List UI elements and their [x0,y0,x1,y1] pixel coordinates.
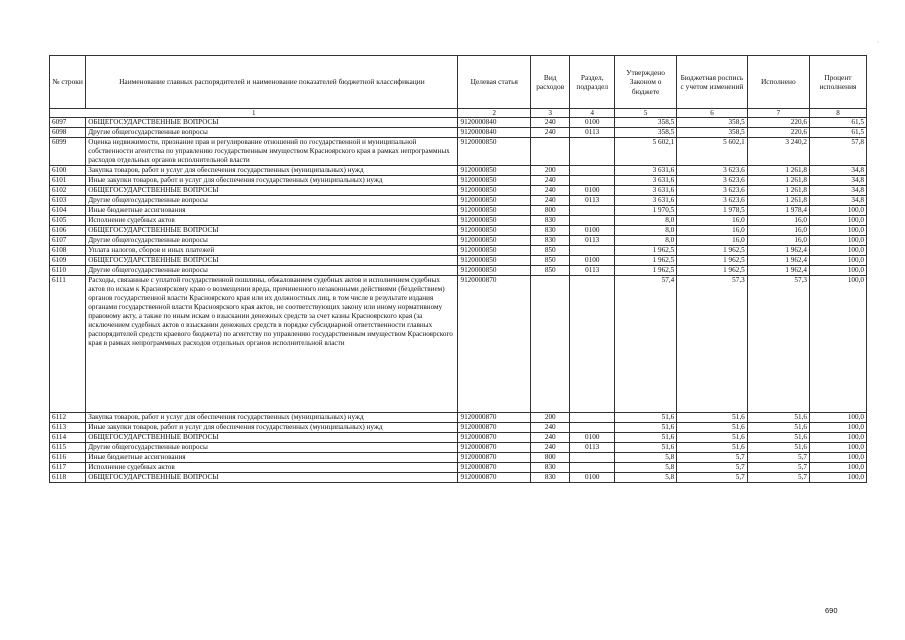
column-number-7: 7 [747,109,809,118]
cell-target-article: 9120000850 [458,186,531,196]
cell-executed: 1 261,8 [747,186,809,196]
cell-budget-schedule: 5,7 [677,453,748,463]
cell-budget-schedule: 16,0 [677,216,748,226]
header-expense-type: Вид расходов [531,56,570,109]
cell-name: ОБЩЕГОСУДАРСТВЕННЫЕ ВОПРОСЫ [86,226,458,236]
cell-percent: 100,0 [809,256,866,266]
table-row [50,246,867,256]
cell-percent: 100,0 [809,236,866,246]
cell-approved: 3 631,6 [615,186,677,196]
cell-section: 0100 [570,256,615,266]
cell-target-article: 9120000870 [458,443,531,453]
cell-approved: 51,6 [615,413,677,423]
table-row [50,118,867,128]
cell-approved: 5,8 [615,473,677,483]
table-row [50,276,867,413]
cell-percent: 100,0 [809,423,866,433]
cell-target-article: 9120000870 [458,413,531,423]
table-row [50,206,867,216]
cell-approved: 358,5 [615,128,677,138]
cell-name: Расходы, связанные с уплатой государственной пошлины, обжалованием судебных актов и исполнением судебных актов по искам к Красноярскому краю о возмещении вреда, причиненного незаконными действиями (бездействием) органов государственной власти Красноярского края или их должностных лиц, в том числе в результате издания органами государственной власти Красноярского края актов, не соответствующих закону или иному нормативному правовому акту, а также по иным искам о взыскании денежных средств за счет казны Красноярского края (за исключением судебных актов о взыскании денежных средств в порядке субсидиарной ответственности главных распорядителей средств краевого бюджета) по агентству по управлению государственным имуществом Красноярского края в рамках непрограммных расходов отдельных органов исполнительной власти [86,276,458,413]
cell-budget-schedule: 51,6 [677,413,748,423]
cell-row-number: 6116 [50,453,86,463]
cell-budget-schedule: 3 623,6 [677,196,748,206]
cell-row-number: 6115 [50,443,86,453]
cell-percent: 100,0 [809,463,866,473]
table-row [50,473,867,483]
cell-name: Закупка товаров, работ и услуг для обеспечения государственных (муниципальных) нужд [86,413,458,423]
table-row [50,433,867,443]
cell-approved: 51,6 [615,443,677,453]
cell-row-number: 6111 [50,276,86,413]
cell-row-number: 6118 [50,473,86,483]
cell-executed: 1 261,8 [747,166,809,176]
cell-name: Иные закупки товаров, работ и услуг для обеспечения государственных (муниципальных) нужд [86,176,458,186]
header-executed: Исполнено [747,56,809,109]
cell-percent: 61,5 [809,128,866,138]
cell-executed: 1 962,4 [747,256,809,266]
cell-executed: 51,6 [747,423,809,433]
header-budget-schedule: Бюджетная роспись с учетом изменений [677,56,748,109]
cell-budget-schedule: 1 962,5 [677,246,748,256]
cell-target-article: 9120000840 [458,128,531,138]
cell-percent: 100,0 [809,266,866,276]
cell-name: Оценка недвижимости, признание прав и регулирование отношений по государственной и муниципальной собственности агентства по управлению государственным имуществом Красноярского края в рамках непрограммных расходов отдельных органов исполнительной власти [86,138,458,166]
cell-name: Уплата налогов, сборов и иных платежей [86,246,458,256]
cell-row-number: 6104 [50,206,86,216]
header-section: Раздел, подраздел [570,56,615,109]
cell-budget-schedule: 3 623,6 [677,166,748,176]
cell-name: Другие общегосударственные вопросы [86,443,458,453]
budget-report-sheet [49,55,867,483]
cell-percent: 57,8 [809,138,866,166]
cell-section [570,138,615,166]
cell-approved: 3 631,6 [615,166,677,176]
cell-row-number: 6099 [50,138,86,166]
cell-name: Другие общегосударственные вопросы [86,266,458,276]
cell-expense-type: 850 [531,266,570,276]
cell-percent: 34,8 [809,196,866,206]
cell-executed: 5,7 [747,453,809,463]
table-row [50,443,867,453]
cell-row-number: 6100 [50,166,86,176]
cell-row-number: 6110 [50,266,86,276]
cell-budget-schedule: 51,6 [677,433,748,443]
cell-expense-type: 200 [531,413,570,423]
cell-section [570,463,615,473]
cell-expense-type: 240 [531,186,570,196]
cell-target-article: 9120000870 [458,453,531,463]
cell-approved: 5,8 [615,453,677,463]
cell-target-article: 9120000850 [458,226,531,236]
cell-executed: 1 261,8 [747,176,809,186]
table-row [50,256,867,266]
cell-expense-type: 240 [531,128,570,138]
cell-percent: 100,0 [809,246,866,256]
column-number-2: 2 [458,109,531,118]
table-row [50,236,867,246]
cell-target-article: 9120000870 [458,276,531,413]
column-number-1: 1 [50,109,458,118]
table-row [50,226,867,236]
header-row-number: № строки [50,56,86,109]
cell-section: 0100 [570,186,615,196]
scan-speck: · [877,40,879,46]
cell-approved: 8,0 [615,216,677,226]
cell-approved: 5,8 [615,463,677,473]
cell-percent: 100,0 [809,443,866,453]
cell-target-article: 9120000840 [458,118,531,128]
cell-approved: 51,6 [615,423,677,433]
table-body [50,118,867,483]
cell-approved: 3 631,6 [615,176,677,186]
cell-executed: 3 240,2 [747,138,809,166]
cell-approved: 8,0 [615,226,677,236]
budget-table [49,55,867,483]
cell-approved: 57,4 [615,276,677,413]
cell-percent: 100,0 [809,216,866,226]
cell-row-number: 6114 [50,433,86,443]
column-number-6: 6 [677,109,748,118]
cell-expense-type: 240 [531,433,570,443]
cell-target-article: 9120000850 [458,176,531,186]
cell-executed: 220,6 [747,118,809,128]
column-number-8: 8 [809,109,866,118]
cell-name: Иные закупки товаров, работ и услуг для обеспечения государственных (муниципальных) нужд [86,423,458,433]
cell-executed: 220,6 [747,128,809,138]
cell-expense-type [531,276,570,413]
cell-budget-schedule: 5,7 [677,463,748,473]
table-row [50,186,867,196]
cell-target-article: 9120000850 [458,206,531,216]
cell-expense-type [531,138,570,166]
cell-budget-schedule: 1 962,5 [677,256,748,266]
cell-name: Иные бюджетные ассигнования [86,453,458,463]
cell-expense-type: 830 [531,226,570,236]
cell-section: 0100 [570,473,615,483]
cell-executed: 1 978,4 [747,206,809,216]
cell-percent: 100,0 [809,453,866,463]
cell-section: 0100 [570,226,615,236]
cell-section [570,176,615,186]
cell-approved: 51,6 [615,433,677,443]
cell-executed: 51,6 [747,443,809,453]
cell-expense-type: 850 [531,246,570,256]
table-row [50,138,867,166]
cell-percent: 100,0 [809,433,866,443]
table-row [50,216,867,226]
cell-percent: 61,5 [809,118,866,128]
cell-expense-type: 240 [531,196,570,206]
cell-name: ОБЩЕГОСУДАРСТВЕННЫЕ ВОПРОСЫ [86,473,458,483]
cell-section [570,166,615,176]
cell-target-article: 9120000870 [458,433,531,443]
cell-target-article: 9120000850 [458,196,531,206]
cell-name: Другие общегосударственные вопросы [86,128,458,138]
cell-expense-type: 240 [531,176,570,186]
column-number-4: 4 [570,109,615,118]
cell-row-number: 6101 [50,176,86,186]
cell-budget-schedule: 51,6 [677,423,748,433]
cell-budget-schedule: 3 623,6 [677,186,748,196]
cell-row-number: 6103 [50,196,86,206]
cell-budget-schedule: 1 978,5 [677,206,748,216]
cell-row-number: 6106 [50,226,86,236]
cell-approved: 5 602,1 [615,138,677,166]
cell-expense-type: 830 [531,216,570,226]
cell-row-number: 6112 [50,413,86,423]
cell-approved: 8,0 [615,236,677,246]
cell-expense-type: 240 [531,423,570,433]
cell-approved: 3 631,6 [615,196,677,206]
cell-target-article: 9120000870 [458,473,531,483]
cell-percent: 34,8 [809,176,866,186]
header-name: Наименование главных распорядителей и наименование показателей бюджетной классификации [86,56,458,109]
cell-section [570,276,615,413]
cell-expense-type: 800 [531,206,570,216]
cell-target-article: 9120000850 [458,138,531,166]
cell-name: ОБЩЕГОСУДАРСТВЕННЫЕ ВОПРОСЫ [86,256,458,266]
cell-target-article: 9120000870 [458,463,531,473]
cell-budget-schedule: 358,5 [677,128,748,138]
cell-expense-type: 240 [531,118,570,128]
table-row [50,176,867,186]
cell-name: Закупка товаров, работ и услуг для обеспечения государственных (муниципальных) нужд [86,166,458,176]
cell-row-number: 6117 [50,463,86,473]
cell-budget-schedule: 5,7 [677,473,748,483]
cell-row-number: 6102 [50,186,86,196]
cell-budget-schedule: 3 623,6 [677,176,748,186]
cell-section: 0113 [570,196,615,206]
cell-section [570,413,615,423]
cell-budget-schedule: 5 602,1 [677,138,748,166]
column-number-3: 3 [531,109,570,118]
cell-name: ОБЩЕГОСУДАРСТВЕННЫЕ ВОПРОСЫ [86,186,458,196]
header-target-article: Целевая статья [458,56,531,109]
cell-section: 0100 [570,118,615,128]
cell-approved: 1 970,5 [615,206,677,216]
table-row [50,413,867,423]
cell-executed: 1 962,4 [747,266,809,276]
cell-name: Исполнение судебных актов [86,216,458,226]
table-row [50,453,867,463]
table-row [50,463,867,473]
cell-name: Исполнение судебных актов [86,463,458,473]
cell-budget-schedule: 16,0 [677,226,748,236]
cell-executed: 57,3 [747,276,809,413]
cell-expense-type: 240 [531,443,570,453]
cell-percent: 100,0 [809,473,866,483]
cell-section [570,423,615,433]
cell-section: 0113 [570,266,615,276]
cell-section: 0100 [570,433,615,443]
column-number-5: 5 [615,109,677,118]
cell-expense-type: 200 [531,166,570,176]
cell-row-number: 6113 [50,423,86,433]
cell-executed: 16,0 [747,216,809,226]
cell-name: ОБЩЕГОСУДАРСТВЕННЫЕ ВОПРОСЫ [86,433,458,443]
cell-section [570,453,615,463]
cell-target-article: 9120000850 [458,246,531,256]
cell-budget-schedule: 51,6 [677,443,748,453]
cell-row-number: 6109 [50,256,86,266]
cell-name: Другие общегосударственные вопросы [86,236,458,246]
cell-percent: 100,0 [809,206,866,216]
cell-section [570,216,615,226]
page-number: 690 [825,606,838,615]
cell-expense-type: 830 [531,463,570,473]
cell-executed: 5,7 [747,473,809,483]
cell-executed: 51,6 [747,413,809,423]
cell-executed: 5,7 [747,463,809,473]
cell-row-number: 6097 [50,118,86,128]
cell-target-article: 9120000850 [458,216,531,226]
cell-section: 0113 [570,128,615,138]
cell-approved: 1 962,5 [615,266,677,276]
cell-percent: 34,8 [809,186,866,196]
cell-name: ОБЩЕГОСУДАРСТВЕННЫЕ ВОПРОСЫ [86,118,458,128]
cell-expense-type: 830 [531,473,570,483]
cell-budget-schedule: 16,0 [677,236,748,246]
cell-target-article: 9120000850 [458,236,531,246]
cell-target-article: 9120000850 [458,256,531,266]
table-row [50,196,867,206]
header-approved: Утверждено Законом о бюджете [615,56,677,109]
cell-executed: 1 261,8 [747,196,809,206]
cell-budget-schedule: 57,3 [677,276,748,413]
cell-expense-type: 830 [531,236,570,246]
cell-executed: 51,6 [747,433,809,443]
cell-target-article: 9120000850 [458,166,531,176]
cell-percent: 100,0 [809,413,866,423]
cell-executed: 16,0 [747,226,809,236]
cell-budget-schedule: 358,5 [677,118,748,128]
cell-row-number: 6108 [50,246,86,256]
cell-approved: 1 962,5 [615,256,677,266]
cell-expense-type: 850 [531,256,570,266]
header-percent: Процент исполнения [809,56,866,109]
cell-section: 0113 [570,236,615,246]
cell-executed: 1 962,4 [747,246,809,256]
cell-target-article: 9120000870 [458,423,531,433]
table-row [50,128,867,138]
cell-row-number: 6107 [50,236,86,246]
table-row [50,166,867,176]
cell-section [570,206,615,216]
cell-budget-schedule: 1 962,5 [677,266,748,276]
cell-approved: 1 962,5 [615,246,677,256]
cell-percent: 100,0 [809,226,866,236]
table-row [50,266,867,276]
cell-section: 0113 [570,443,615,453]
cell-approved: 358,5 [615,118,677,128]
cell-expense-type: 800 [531,453,570,463]
table-row [50,423,867,433]
cell-percent: 34,8 [809,166,866,176]
cell-percent: 100,0 [809,276,866,413]
cell-executed: 16,0 [747,236,809,246]
cell-section [570,246,615,256]
cell-target-article: 9120000850 [458,266,531,276]
cell-row-number: 6105 [50,216,86,226]
cell-row-number: 6098 [50,128,86,138]
cell-name: Иные бюджетные ассигнования [86,206,458,216]
cell-name: Другие общегосударственные вопросы [86,196,458,206]
